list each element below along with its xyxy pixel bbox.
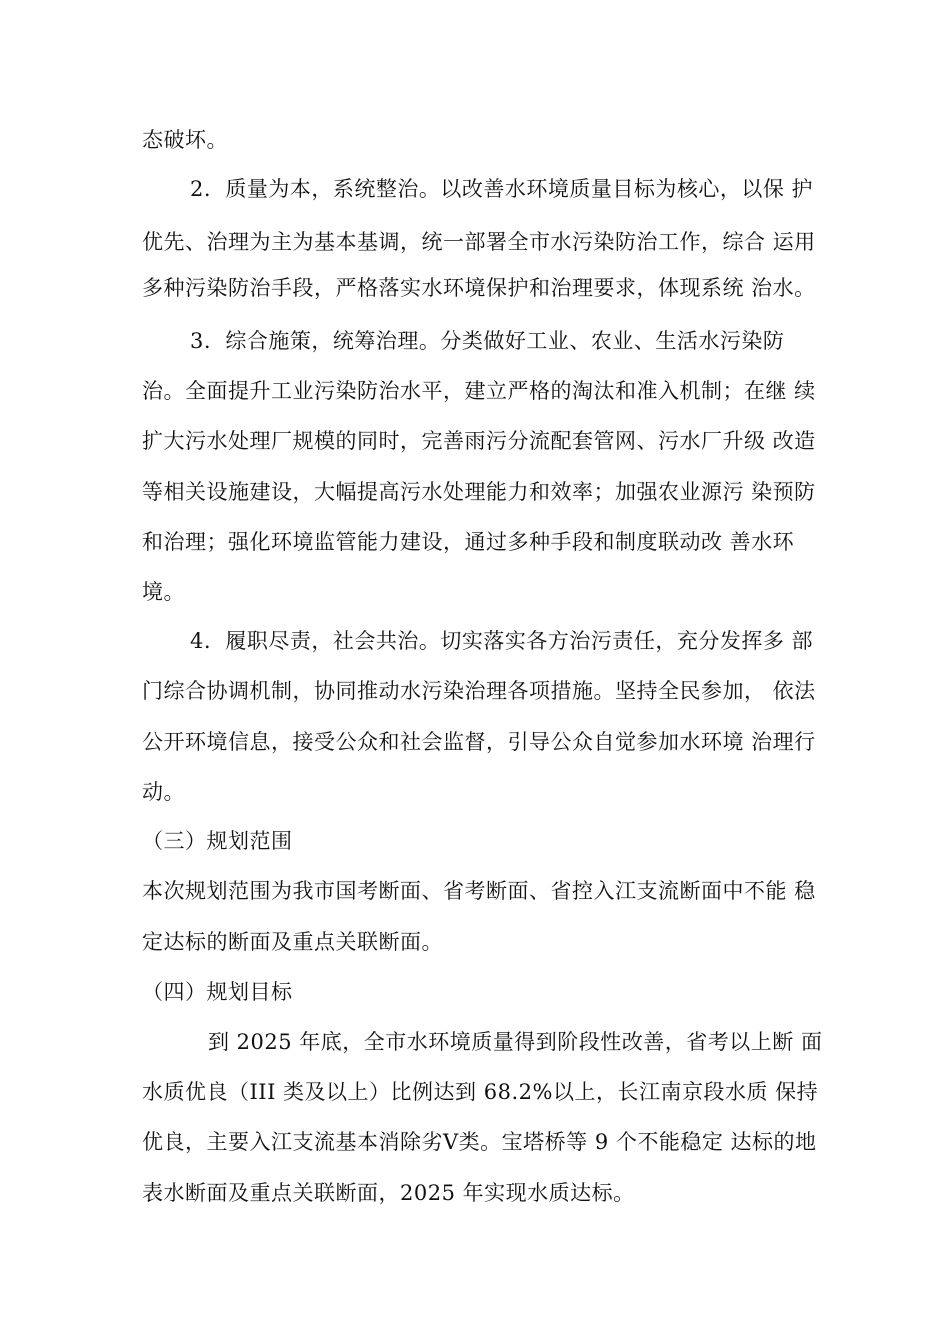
text-line: 门综合协调机制，协同推动水污染治理各项措施。坚持全民参加， 依法	[142, 679, 816, 703]
text-line: 2. 质量为本，系统整治。以改善水环境质量目标为核心，以保 护	[190, 177, 814, 201]
text-line: 4. 履职尽责，社会共治。切实落实各方治污责任，充分发挥多 部	[190, 629, 814, 653]
text-line: 态破坏。	[142, 128, 228, 152]
text-line: 定达标的断面及重点关联断面。	[142, 930, 443, 954]
text-line: 境。	[142, 580, 185, 604]
text-line: 扩大污水处理厂规模的同时，完善雨污分流配套管网、污水厂升级 改造	[142, 429, 816, 453]
text-line: 治。全面提升工业污染防治水平，建立严格的淘汰和准入机制；在继 续	[142, 379, 816, 403]
text-line: 等相关设施建设，大幅提高污水处理能力和效率；加强农业源污 染预防	[142, 480, 816, 504]
text-line: 公开环境信息，接受公众和社会监督，引导公众自觉参加水环境 治理行	[142, 730, 816, 754]
text-line: 优良，主要入江支流基本消除劣Ⅴ类。宝塔桥等 9 个不能稳定 达标的地	[142, 1130, 817, 1154]
text-line: 动。	[142, 780, 185, 804]
text-line: 和治理；强化环境监管能力建设，通过多种手段和制度联动改 善水环	[142, 530, 795, 554]
text-line: 3. 综合施策，统筹治理。分类做好工业、农业、生活水污染防	[190, 329, 785, 353]
text-line: 本次规划范围为我市国考断面、省考断面、省控入江支流断面中不能 稳	[142, 879, 816, 903]
text-line: 到 2025 年底，全市水环境质量得到阶段性改善，省考以上断 面	[208, 1030, 823, 1054]
text-line: 多种污染防治手段，严格落实水环境保护和治理要求，体现系统 治水。	[142, 276, 816, 300]
text-line: 优先、治理为主为基本基调，统一部署全市水污染防治工作，综合 运用	[142, 230, 816, 254]
text-line: 表水断面及重点关联断面，2025 年实现水质达标。	[142, 1181, 635, 1205]
section-heading: （三）规划范围	[142, 829, 293, 853]
section-heading: （四）规划目标	[142, 980, 293, 1004]
text-line: 水质优良（III 类及以上）比例达到 68.2%以上，长江南京段水质 保持	[142, 1080, 819, 1104]
